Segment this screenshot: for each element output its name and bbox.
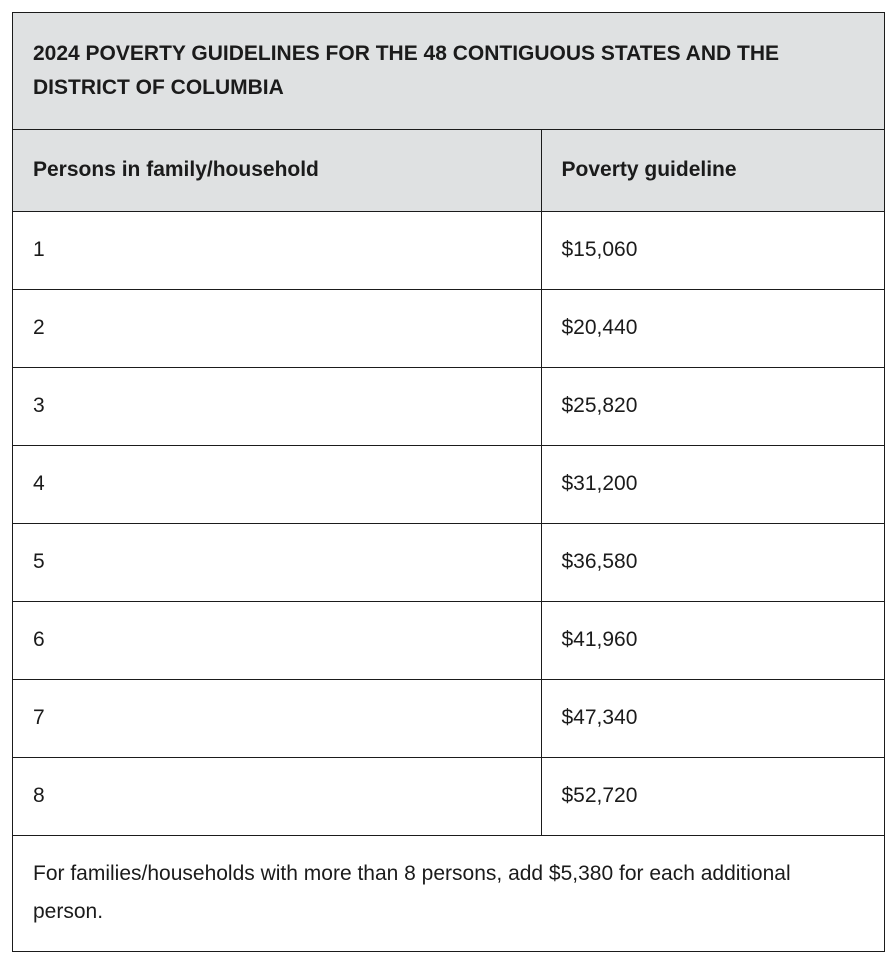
persons-cell: 4 (13, 445, 541, 523)
column-header-guideline: Poverty guideline (541, 129, 884, 211)
table-row (13, 289, 884, 367)
guideline-cell: $41,960 (541, 601, 884, 679)
poverty-guidelines-table-wrapper (12, 12, 885, 952)
persons-cell: 7 (13, 679, 541, 757)
table-footnote: For families/households with more than 8 persons, add $5,380 for each additional person. (13, 835, 884, 951)
guideline-cell: $31,200 (541, 445, 884, 523)
table-row (13, 211, 884, 289)
column-header-persons: Persons in family/household (13, 129, 541, 211)
persons-cell: 8 (13, 757, 541, 835)
table-row (13, 601, 884, 679)
table-header-row (13, 129, 884, 211)
guideline-cell: $15,060 (541, 211, 884, 289)
guideline-cell: $52,720 (541, 757, 884, 835)
persons-cell: 2 (13, 289, 541, 367)
persons-cell: 1 (13, 211, 541, 289)
table-row (13, 445, 884, 523)
persons-cell: 5 (13, 523, 541, 601)
guideline-cell: $36,580 (541, 523, 884, 601)
guideline-cell: $47,340 (541, 679, 884, 757)
guideline-cell: $20,440 (541, 289, 884, 367)
table-row (13, 523, 884, 601)
table-row (13, 679, 884, 757)
guideline-cell: $25,820 (541, 367, 884, 445)
persons-cell: 3 (13, 367, 541, 445)
table-row (13, 757, 884, 835)
poverty-guidelines-table (13, 13, 884, 951)
table-row (13, 367, 884, 445)
table-footnote-row (13, 835, 884, 951)
table-caption-row (13, 13, 884, 129)
table-caption: 2024 POVERTY GUIDELINES FOR THE 48 CONTIGUOUS STATES AND THE DISTRICT OF COLUMBIA (13, 13, 884, 129)
persons-cell: 6 (13, 601, 541, 679)
